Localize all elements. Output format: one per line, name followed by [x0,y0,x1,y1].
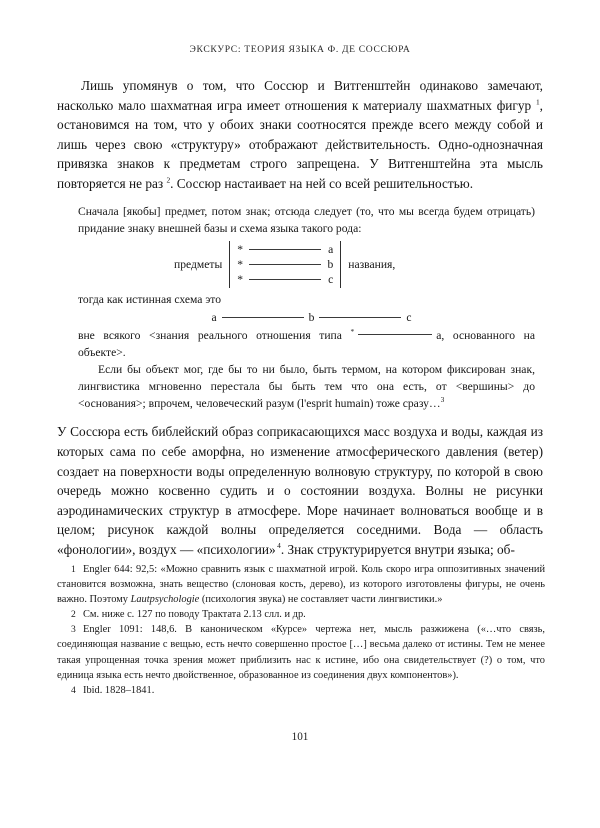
footnote-item [57,683,545,698]
schema-diagram-objects-names [78,241,535,288]
schema-diagram-abc [78,311,535,324]
abc-node-a: a [211,310,217,324]
footnotes-section [57,562,545,698]
paragraph-1-text: Лишь упомянув о том, что Соссюр и Витгенштейн одинаково замечают, насколько мало шахматная игра имеет отношения к материалу шахматных фигур [57,78,543,113]
paragraph-2 [57,422,543,559]
footnote-ref-3[interactable]: 3 [440,395,445,405]
paragraph-2-text: У Соссюра есть библейский образ соприкасающихся масс воздуха и воды, каждая из которых сама по себе аморфна, но изменение атмосферического давления (ветер) создает на поверхности воды определенную волновую структуру, по которой в свою очередь можно косвенно судить и о состоянии воздуха. Волны не рисунки аэродинамических структур в атмосфере. Море начинает волноваться вообще и в целом; рисунок каждой волны определяется соседними. Вода — область «фонологии», воздух — «психологии» [57,424,543,557]
schema-row-target: c [328,272,334,286]
footnote-item [57,607,545,622]
footnote-number: 1 [71,564,76,575]
schema-rows [230,241,340,288]
schema-row-target: b [327,257,334,271]
schema-row-star: * [237,272,244,286]
quote-inline-rule [358,334,432,335]
schema-right-rule [340,241,341,288]
quote-line-3 [78,327,535,361]
quote-line-3-pre: вне всякого <знания реального отношения типа [78,328,351,342]
quote-inline-star: * [350,326,355,336]
abc-node-b: b [308,310,315,324]
abc-node-c: c [406,310,412,324]
schema-row-connector [249,264,321,265]
footnote-ref-4[interactable]: 4 [277,541,281,551]
footnote-number: 3 [71,624,76,636]
abc-connector-ab [222,317,304,318]
footnote-item [57,622,545,682]
footnote-number: 2 [71,609,76,621]
footnote-text-post: (психология звука) не составляет части лингвистики.» [199,594,443,606]
paragraph-1-end: . Соссюр настаивает на ней со всей решительностью. [170,175,474,191]
schema-left-label: предметы [174,257,223,271]
schema-bracket [229,241,341,288]
schema-row-connector [249,279,321,280]
footnote-item [57,562,545,607]
footnote-text-italic: Lautpsychologie [130,594,200,606]
schema-row [237,242,333,257]
quote-line-4-pre: Если бы объект мог, где бы то ни было, быть термом, на котором фиксирован знак, лингвистика мгновенно перестала бы быть тем что она есть, от <вершины> до <основания>; впрочем, человеческий разум (l'esprit humain) тоже сразу… [78,363,535,411]
schema-row-star: * [237,242,244,256]
quote-line-4 [78,361,535,412]
page-number: 101 [291,731,309,743]
paragraph-2-end: . Знак структурируется внутри языка; об- [280,541,515,557]
paragraph-1-cont: , остановимся на том, что у обоих знаки соотносятся прежде всего между собой и лишь через свою «структуру» отображают действительность. Одно-однозначная привязка знаков к предметам строго запрещена. У Витгенштейна эта мысль повторяется не раз [57,97,543,191]
quote-line-1: Сначала [якобы] предмет, потом знак; отсюда следует (то, что мы всегда будем отрицать) придание знаку внешней базы и схема языка такого рода: [78,204,535,235]
footnote-text-pre: Engler 644: 92,5: «Можно сравнить язык с шахматной игрой. Коль скоро игра оппозитивных значений становится возможна, знать вещество (слоновая кость, дерево), из которого изготовлены фигуры, не очень важно. Поэтому [57,564,545,606]
footnote-text-pre: Ibid. 1828–1841. [83,684,155,696]
schema-row-connector [249,249,321,250]
schema-row [237,257,333,272]
footnote-ref-1[interactable]: 1 [535,97,540,107]
footnote-text-pre: См. ниже с. 127 по поводу Трактата 2.13 слл. и др. [83,609,306,621]
block-quote [57,203,543,413]
quote-line-3-post: a, основанного на объекте>. [78,328,535,359]
footnote-text-pre: Engler 1091: 148,6. В каноническом «Курсе» чертежа нет, мысль разжижена («…что связь, соединяющая название с вещью, есть нечто совершенно простое […] весьма далеко от истины. Тем не менее такая упрощенная точка зрения может приблизить нас к истине, ибо она свидетельствует (?) о том, что единица языка есть нечто двойственное, образованное из соединения двух компонентов»). [57,624,545,681]
quote-line-2: тогда как истинная схема это [78,292,222,306]
body-column [57,76,543,559]
footnote-ref-2[interactable]: 2 [166,175,171,185]
schema-row [237,272,333,287]
running-head: ЭКСКУРС: ТЕОРИЯ ЯЗЫКА Ф. ДЕ СОССЮРА [189,44,411,55]
schema-row-target: a [328,242,334,256]
schema-row-star: * [237,257,244,271]
footnote-number: 4 [71,684,76,696]
schema-right-label: названия, [348,257,396,271]
paragraph-1 [57,76,543,194]
abc-connector-bc [319,317,401,318]
